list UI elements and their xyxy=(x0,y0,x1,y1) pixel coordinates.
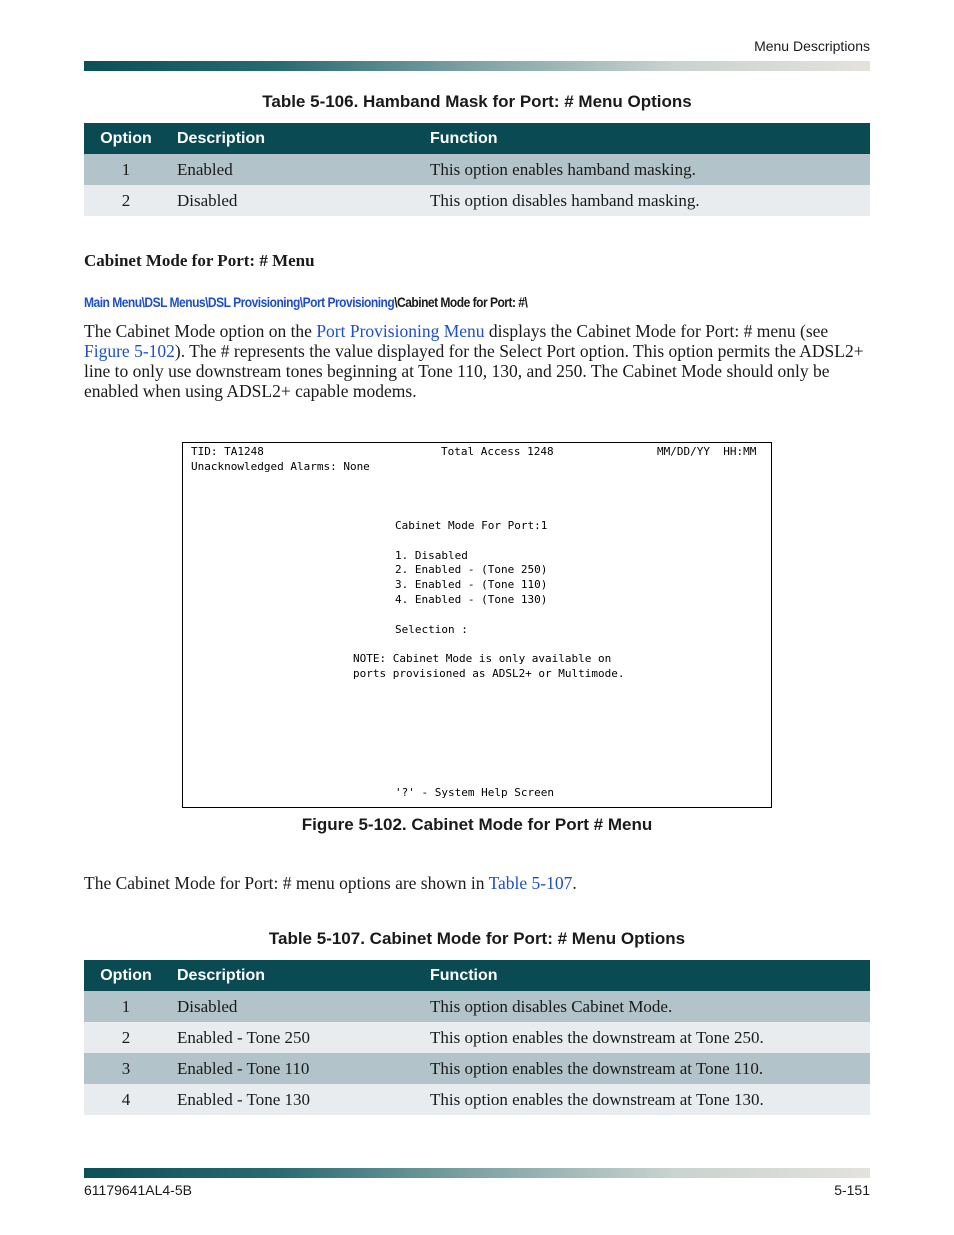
breadcrumb-current: \Cabinet Mode for Port: #\ xyxy=(394,294,528,310)
paragraph-text: ). The # represents the value displayed for the Select Port option. This option permits the ADSL2+ line to only use downstream tones beginning at Tone 110, 130, and 250. The Cabinet Mode should only be enabled when using ADSL2+ capable modems. xyxy=(84,341,864,401)
footer-rule xyxy=(84,1168,870,1178)
paragraph-text: displays the Cabinet Mode for Port: # menu (see xyxy=(484,321,829,341)
breadcrumb xyxy=(84,294,527,310)
figure-caption: Figure 5-102. Cabinet Mode for Port # Menu xyxy=(301,815,653,834)
header-rule xyxy=(84,61,870,71)
document-number: 61179641AL4-5B xyxy=(84,1182,192,1198)
terminal-alarms: Unacknowledged Alarms: None xyxy=(191,460,370,473)
terminal-option[interactable]: 4. Enabled - (Tone 130) xyxy=(395,593,548,606)
function-cell: This option enables the downstream at Tone 130. xyxy=(430,1084,870,1115)
paragraph-text: The Cabinet Mode option on the xyxy=(84,321,317,341)
section-heading: Cabinet Mode for Port: # Menu xyxy=(84,251,315,270)
description-cell: Enabled xyxy=(168,154,430,185)
table-106 xyxy=(84,123,870,216)
terminal-option[interactable]: 2. Enabled - (Tone 250) xyxy=(395,563,548,576)
paragraph-text: The Cabinet Mode for Port: # menu options are shown in xyxy=(84,873,489,893)
function-cell: This option enables the downstream at Tone 110. xyxy=(430,1053,870,1084)
table-106-caption: Table 5-106. Hamband Mask for Port: # Menu Options xyxy=(262,92,692,111)
terminal-option[interactable]: 1. Disabled xyxy=(395,549,468,562)
option-cell: 4 xyxy=(84,1084,168,1115)
table-107 xyxy=(84,960,870,1115)
breadcrumb-dsl-menus[interactable]: DSL Menus xyxy=(144,294,206,310)
table-header-row xyxy=(84,123,870,154)
table-row xyxy=(84,991,870,1022)
table-header-row xyxy=(84,960,870,991)
description-paragraph xyxy=(84,321,874,401)
table-row xyxy=(84,1022,870,1053)
table-row xyxy=(84,185,870,216)
terminal-menu-title: Cabinet Mode For Port:1 xyxy=(395,519,548,532)
description-cell: Enabled - Tone 110 xyxy=(168,1053,430,1084)
breadcrumb-port-provisioning[interactable]: Port Provisioning xyxy=(302,294,395,310)
terminal-selection-prompt[interactable]: Selection : xyxy=(395,623,468,636)
running-header: Menu Descriptions xyxy=(754,38,870,54)
column-header-description: Description xyxy=(168,123,430,154)
table-row xyxy=(84,1084,870,1115)
breadcrumb-separator: \ xyxy=(299,294,303,310)
table-107-caption: Table 5-107. Cabinet Mode for Port: # Menu Options xyxy=(268,929,686,948)
port-provisioning-menu-link[interactable]: Port Provisioning Menu xyxy=(316,321,485,341)
breadcrumb-dsl-provisioning[interactable]: DSL Provisioning xyxy=(207,294,300,310)
terminal-product: Total Access 1248 xyxy=(441,445,554,458)
terminal-screen xyxy=(182,442,772,808)
terminal-help: '?' - System Help Screen xyxy=(395,786,554,799)
table-reference-paragraph xyxy=(84,873,874,893)
function-cell: This option enables hamband masking. xyxy=(430,154,870,185)
column-header-description: Description xyxy=(168,960,430,991)
paragraph-text: . xyxy=(572,873,577,893)
table-row xyxy=(84,154,870,185)
breadcrumb-main-menu[interactable]: Main Menu xyxy=(84,294,142,310)
function-cell: This option disables Cabinet Mode. xyxy=(430,991,870,1022)
option-cell: 2 xyxy=(84,1022,168,1053)
column-header-option: Option xyxy=(84,960,168,991)
option-cell: 3 xyxy=(84,1053,168,1084)
option-cell: 1 xyxy=(84,991,168,1022)
page-number: 5-151 xyxy=(834,1182,870,1198)
figure-5-102-link[interactable]: Figure 5-102 xyxy=(84,341,175,361)
table-5-107-link[interactable]: Table 5-107 xyxy=(488,873,573,893)
terminal-datetime: MM/DD/YY HH:MM xyxy=(657,445,757,458)
column-header-option: Option xyxy=(84,123,168,154)
description-cell: Enabled - Tone 250 xyxy=(168,1022,430,1053)
terminal-note: NOTE: Cabinet Mode is only available on xyxy=(353,652,612,665)
terminal-option[interactable]: 3. Enabled - (Tone 110) xyxy=(395,578,548,591)
table-row xyxy=(84,1053,870,1084)
description-cell: Enabled - Tone 130 xyxy=(168,1084,430,1115)
option-cell: 1 xyxy=(84,154,168,185)
terminal-note: ports provisioned as ADSL2+ or Multimode. xyxy=(353,667,625,680)
terminal-tid: TID: TA1248 xyxy=(191,445,264,458)
column-header-function: Function xyxy=(430,123,870,154)
description-cell: Disabled xyxy=(168,185,430,216)
option-cell: 2 xyxy=(84,185,168,216)
column-header-function: Function xyxy=(430,960,870,991)
breadcrumb-separator: \ xyxy=(141,294,145,310)
description-cell: Disabled xyxy=(168,991,430,1022)
function-cell: This option disables hamband masking. xyxy=(430,185,870,216)
function-cell: This option enables the downstream at Tone 250. xyxy=(430,1022,870,1053)
breadcrumb-separator: \ xyxy=(205,294,208,310)
